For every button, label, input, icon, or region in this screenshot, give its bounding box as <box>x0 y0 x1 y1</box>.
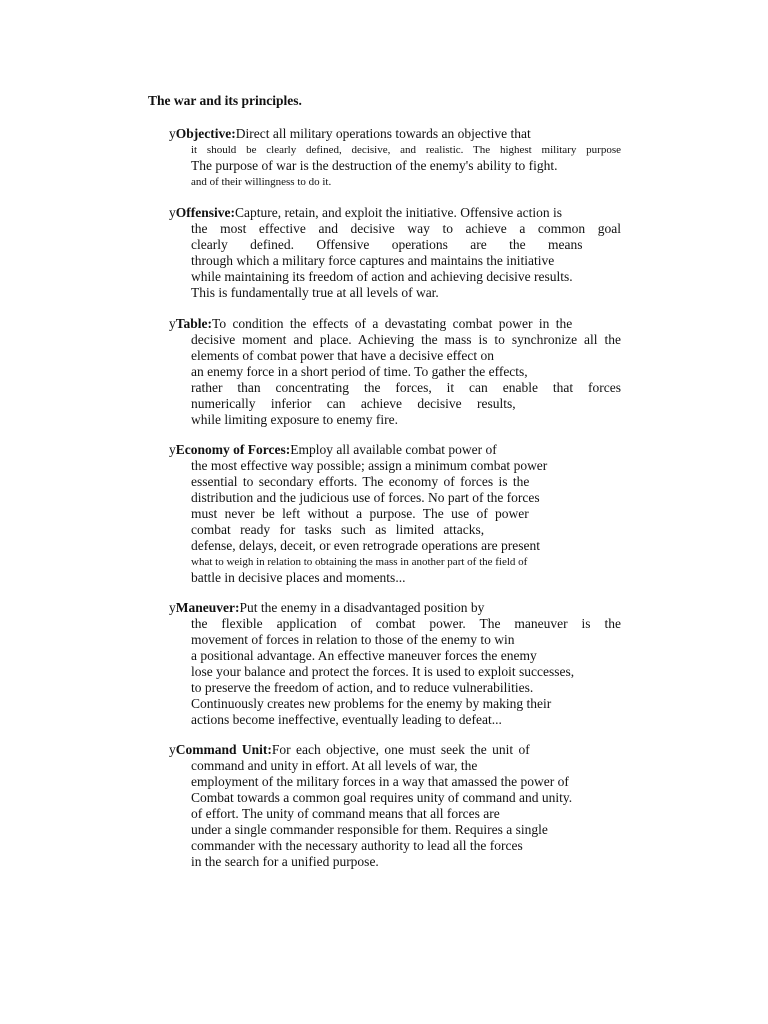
section-objective <box>169 126 621 190</box>
bullet-marker: y <box>169 316 176 331</box>
section-line: distribution and the judicious use of forces. No part of the forces <box>191 490 540 505</box>
section-line: an enemy force in a short period of time. To gather the effects, <box>191 364 528 379</box>
section-line: This is fundamentally true at all levels of war. <box>191 285 439 300</box>
section-line: lose your balance and protect the forces. It is used to exploit successes, <box>191 664 575 679</box>
section-command-unit <box>169 742 621 870</box>
section-table <box>169 316 621 428</box>
section-line: through which a military force captures and maintains the initiative <box>191 253 555 268</box>
section-line: clearly defined. Offensive operations are the means <box>191 237 583 252</box>
section-line: a positional advantage. An effective maneuver forces the enemy <box>191 648 537 663</box>
section-line: defense, delays, deceit, or even retrograde operations are present <box>191 538 540 553</box>
section-line: movement of forces in relation to those of the enemy to win <box>191 632 515 647</box>
bullet-marker: y <box>169 126 176 141</box>
section-line: essential to secondary efforts. The economy of forces is the <box>191 474 530 489</box>
section-offensive <box>169 205 621 301</box>
section-line: and of their willingness to do it. <box>191 176 332 188</box>
bullet-marker: y <box>169 742 176 757</box>
section-heading: Objective: <box>175 126 236 141</box>
section-line: what to weigh in relation to obtaining the mass in another part of the field of <box>191 556 528 568</box>
bullet-marker: y <box>169 205 176 220</box>
section-line: of effort. The unity of command means that all forces are <box>191 806 500 821</box>
section-maneuver <box>169 600 621 728</box>
section-line: it should be clearly defined, decisive, and realistic. The highest military purpose <box>191 144 621 156</box>
section-line: numerically inferior can achieve decisive results, <box>191 396 516 411</box>
section-lead-text: Direct all military operations towards an objective that <box>235 126 531 141</box>
section-line: while limiting exposure to enemy fire. <box>191 412 398 427</box>
section-line: commander with the necessary authority to lead all the forces <box>191 838 523 853</box>
section-line: the most effective and decisive way to achieve a common goal <box>191 221 621 236</box>
bullet-marker: y <box>169 442 176 457</box>
section-line: elements of combat power that have a decisive effect on <box>191 348 494 363</box>
section-line: rather than concentrating the forces, it can enable that forces <box>191 380 621 395</box>
section-lead-text: Capture, retain, and exploit the initiative. Offensive action is <box>234 205 563 220</box>
section-line: combat ready for tasks such as limited attacks, <box>191 522 485 537</box>
section-line: employment of the military forces in a way that amassed the power of <box>191 774 569 789</box>
section-economy-of-forces <box>169 442 621 586</box>
section-heading: Economy of Forces: <box>175 442 291 457</box>
section-line: command and unity in effort. At all levels of war, the <box>191 758 478 773</box>
section-lead-text: To condition the effects of a devastating combat power in the <box>212 316 573 331</box>
section-line: must never be left without a purpose. The use of power <box>191 506 529 521</box>
section-heading: Maneuver: <box>175 600 240 615</box>
section-heading: Command Unit: <box>175 742 272 757</box>
section-first-line <box>169 600 621 616</box>
section-line: Continuously creates new problems for the enemy by making their <box>191 696 552 711</box>
section-line: The purpose of war is the destruction of the enemy's ability to fight. <box>191 158 558 173</box>
section-line: in the search for a unified purpose. <box>191 854 379 869</box>
section-line: the most effective way possible; assign a minimum combat power <box>191 458 548 473</box>
section-line: to preserve the freedom of action, and to reduce vulnerabilities. <box>191 680 534 695</box>
section-line: battle in decisive places and moments... <box>191 570 406 585</box>
section-first-line <box>169 742 621 758</box>
section-line: while maintaining its freedom of action and achieving decisive results. <box>191 269 573 284</box>
section-lead-text: Employ all available combat power of <box>290 442 497 457</box>
section-heading: Offensive: <box>175 205 235 220</box>
section-line: under a single commander responsible for them. Requires a single <box>191 822 548 837</box>
section-line: the flexible application of combat power. The maneuver is the <box>191 616 621 631</box>
section-lead-text: Put the enemy in a disadvantaged position by <box>239 600 485 615</box>
section-heading: Table: <box>175 316 213 331</box>
section-first-line <box>169 205 621 221</box>
section-line: Combat towards a common goal requires unity of command and unity. <box>191 790 573 805</box>
section-first-line <box>169 442 621 458</box>
section-first-line <box>169 316 621 332</box>
section-lead-text: For each objective, one must seek the unit of <box>271 742 530 757</box>
section-line: decisive moment and place. Achieving the mass is to synchronize all the <box>191 332 621 347</box>
bullet-marker: y <box>169 600 176 615</box>
section-line: actions become ineffective, eventually leading to defeat... <box>191 712 502 727</box>
section-first-line <box>169 126 621 142</box>
document-title: The war and its principles. <box>148 93 302 108</box>
